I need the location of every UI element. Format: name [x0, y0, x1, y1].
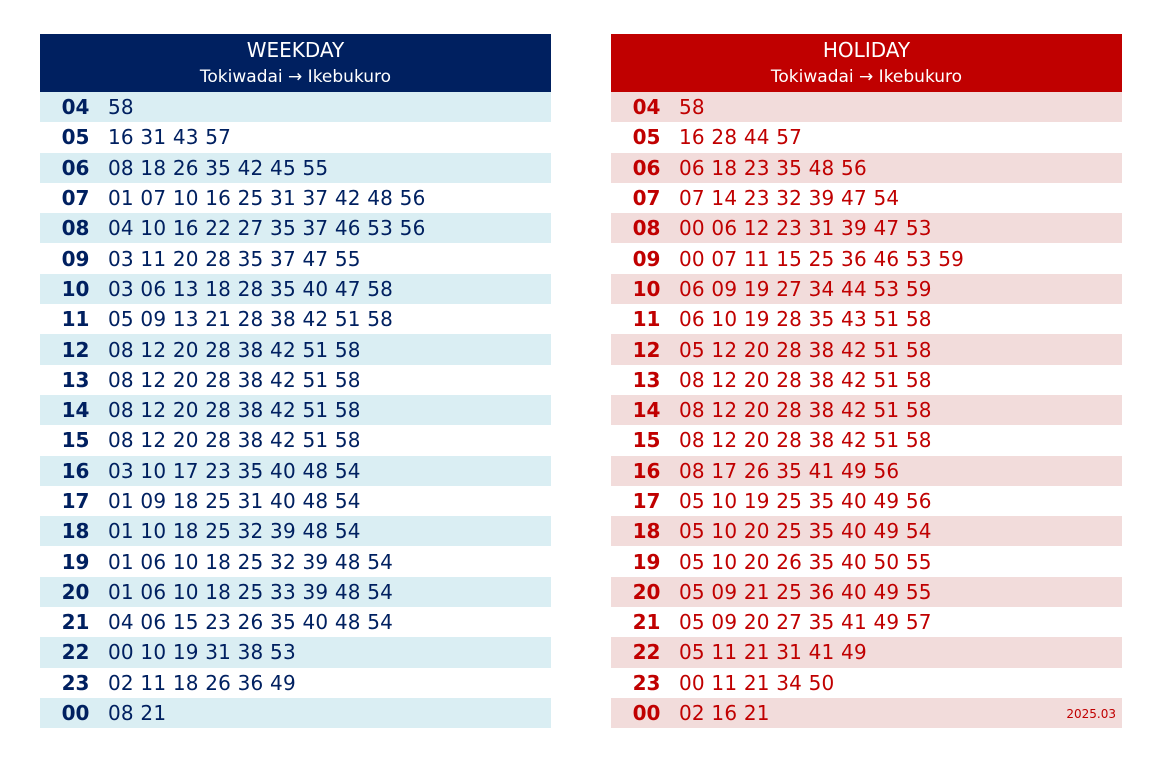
- hour-label: 19: [61, 549, 90, 574]
- holiday-header: [611, 34, 1122, 92]
- minutes-list: 58: [108, 95, 134, 120]
- timetable-row: [611, 213, 1122, 243]
- minutes-list: 08 12 20 28 38 42 51 58: [679, 428, 932, 453]
- hour-label: 15: [61, 428, 90, 453]
- minutes-list: 58: [679, 95, 705, 120]
- minutes-list: 08 12 20 28 38 42 51 58: [108, 428, 361, 453]
- minutes-list: 06 10 19 28 35 43 51 58: [679, 307, 932, 332]
- hour-label: 22: [61, 640, 90, 665]
- minutes-list: 08 17 26 35 41 49 56: [679, 458, 900, 483]
- hour-label: 16: [61, 458, 90, 483]
- minutes-list: 08 12 20 28 38 42 51 58: [679, 367, 932, 392]
- timetable-row: [611, 486, 1122, 516]
- timetable-row: [611, 122, 1122, 152]
- timetable-row: [40, 425, 551, 455]
- holiday-rows: [611, 92, 1122, 728]
- minutes-list: 05 12 20 28 38 42 51 58: [679, 337, 932, 362]
- timetable-row: [611, 425, 1122, 455]
- hour-label: 21: [632, 610, 661, 635]
- hour-label: 16: [632, 458, 661, 483]
- minutes-list: 08 18 26 35 42 45 55: [108, 155, 329, 180]
- timetable-row: [40, 92, 551, 122]
- hour-label: 11: [632, 307, 661, 332]
- hour-label: 23: [632, 670, 661, 695]
- timetable-row: [40, 153, 551, 183]
- timetable-row: [611, 546, 1122, 576]
- hour-label: 18: [632, 519, 661, 544]
- timetable-row: [40, 304, 551, 334]
- minutes-list: 00 11 21 34 50: [679, 670, 835, 695]
- timetable-row: [40, 668, 551, 698]
- minutes-list: 08 12 20 28 38 42 51 58: [108, 337, 361, 362]
- hour-label: 05: [61, 125, 90, 150]
- timetable-row: [40, 395, 551, 425]
- edition-date: 2025.03: [1066, 707, 1116, 722]
- hour-label: 12: [61, 337, 90, 362]
- hour-label: 07: [632, 186, 661, 211]
- hour-label: 10: [61, 276, 90, 301]
- minutes-list: 04 06 15 23 26 35 40 48 54: [108, 610, 394, 635]
- hour-label: 18: [61, 519, 90, 544]
- minutes-list: 03 10 17 23 35 40 48 54: [108, 458, 361, 483]
- hour-label: 00: [61, 701, 90, 726]
- holiday-route: Tokiwadai → Ikebukuro: [770, 67, 963, 87]
- minutes-list: 06 09 19 27 34 44 53 59: [679, 276, 932, 301]
- timetable-row: [611, 395, 1122, 425]
- timetable-row: [40, 365, 551, 395]
- minutes-list: 04 10 16 22 27 35 37 46 53 56: [108, 216, 426, 241]
- hour-label: 15: [632, 428, 661, 453]
- timetable-row: [611, 183, 1122, 213]
- timetable-row: [40, 577, 551, 607]
- minutes-list: 05 09 20 27 35 41 49 57: [679, 610, 932, 635]
- timetable-row: [611, 456, 1122, 486]
- minutes-list: 05 10 20 26 35 40 50 55: [679, 549, 932, 574]
- timetable-row: [611, 153, 1122, 183]
- timetable-row: [40, 516, 551, 546]
- weekday-timetable: [40, 34, 551, 728]
- minutes-list: 03 06 13 18 28 35 40 47 58: [108, 276, 394, 301]
- minutes-list: 00 06 12 23 31 39 47 53: [679, 216, 932, 241]
- timetable-row: [611, 92, 1122, 122]
- timetable-row: [40, 637, 551, 667]
- minutes-list: 02 11 18 26 36 49: [108, 670, 296, 695]
- timetable-row: [611, 607, 1122, 637]
- timetable-row: [611, 516, 1122, 546]
- minutes-list: 05 11 21 31 41 49: [679, 640, 867, 665]
- weekday-rows: [40, 92, 551, 728]
- hour-label: 06: [61, 155, 90, 180]
- weekday-header: [40, 34, 551, 92]
- hour-label: 04: [632, 95, 661, 120]
- minutes-list: 05 10 19 25 35 40 49 56: [679, 489, 932, 513]
- hour-label: 09: [61, 246, 90, 271]
- minutes-list: 06 18 23 35 48 56: [679, 155, 867, 180]
- hour-label: 13: [632, 367, 661, 392]
- timetable-row: [40, 213, 551, 243]
- minutes-list: 02 16 21: [679, 701, 770, 726]
- hour-label: 08: [632, 216, 661, 241]
- hour-label: 08: [61, 216, 90, 241]
- minutes-list: 03 11 20 28 35 37 47 55: [108, 246, 361, 271]
- minutes-list: 01 06 10 18 25 33 39 48 54: [108, 579, 394, 604]
- hour-label: 04: [61, 95, 90, 120]
- minutes-list: 01 07 10 16 25 31 37 42 48 56: [108, 186, 426, 211]
- hour-label: 10: [632, 276, 661, 301]
- timetable-row: [40, 546, 551, 576]
- timetable-row: [611, 274, 1122, 304]
- hour-label: 14: [632, 398, 661, 423]
- hour-label: 05: [632, 125, 661, 150]
- holiday-timetable: [611, 34, 1122, 728]
- hour-label: 20: [632, 579, 661, 604]
- hour-label: 09: [632, 246, 661, 271]
- timetable-row: [40, 486, 551, 516]
- holiday-title: HOLIDAY: [822, 38, 911, 62]
- timetable-row: [611, 304, 1122, 334]
- minutes-list: 01 10 18 25 32 39 48 54: [108, 519, 361, 544]
- timetable-row: [40, 183, 551, 213]
- timetable-row: [611, 698, 1122, 728]
- minutes-list: 05 09 13 21 28 38 42 51 58: [108, 307, 394, 332]
- weekday-title: WEEKDAY: [246, 38, 345, 62]
- hour-label: 20: [61, 579, 90, 604]
- hour-label: 19: [632, 549, 661, 574]
- hour-label: 21: [61, 610, 90, 635]
- minutes-list: 16 31 43 57: [108, 125, 232, 150]
- hour-label: 11: [61, 307, 90, 332]
- minutes-list: 00 10 19 31 38 53: [108, 640, 296, 665]
- hour-label: 00: [632, 701, 661, 726]
- hour-label: 13: [61, 367, 90, 392]
- minutes-list: 01 06 10 18 25 32 39 48 54: [108, 549, 394, 574]
- hour-label: 23: [61, 670, 90, 695]
- minutes-list: 08 21: [108, 701, 167, 726]
- timetable-row: [40, 122, 551, 152]
- weekday-route: Tokiwadai → Ikebukuro: [199, 67, 392, 87]
- minutes-list: 07 14 23 32 39 47 54: [679, 186, 900, 211]
- timetable-row: [40, 334, 551, 364]
- minutes-list: 01 09 18 25 31 40 48 54: [108, 489, 361, 513]
- hour-label: 07: [61, 186, 90, 211]
- hour-label: 14: [61, 398, 90, 423]
- minutes-list: 05 10 20 25 35 40 49 54: [679, 519, 932, 544]
- hour-label: 22: [632, 640, 661, 665]
- timetable-row: [40, 607, 551, 637]
- minutes-list: 16 28 44 57: [679, 125, 803, 150]
- minutes-list: 08 12 20 28 38 42 51 58: [679, 398, 932, 423]
- timetable-row: [611, 334, 1122, 364]
- timetable-row: [611, 637, 1122, 667]
- hour-label: 17: [632, 489, 661, 513]
- minutes-list: 08 12 20 28 38 42 51 58: [108, 367, 361, 392]
- timetable-row: [611, 243, 1122, 273]
- hour-label: 12: [632, 337, 661, 362]
- hour-label: 06: [632, 155, 661, 180]
- minutes-list: 05 09 21 25 36 40 49 55: [679, 579, 932, 604]
- timetable-row: [40, 274, 551, 304]
- minutes-list: 08 12 20 28 38 42 51 58: [108, 398, 361, 423]
- timetable-row: [611, 365, 1122, 395]
- timetable-row: [40, 698, 551, 728]
- timetable-row: [40, 456, 551, 486]
- timetable-row: [40, 243, 551, 273]
- timetable-row: [611, 577, 1122, 607]
- minutes-list: 00 07 11 15 25 36 46 53 59: [679, 246, 965, 271]
- hour-label: 17: [61, 489, 90, 513]
- timetable-row: [611, 668, 1122, 698]
